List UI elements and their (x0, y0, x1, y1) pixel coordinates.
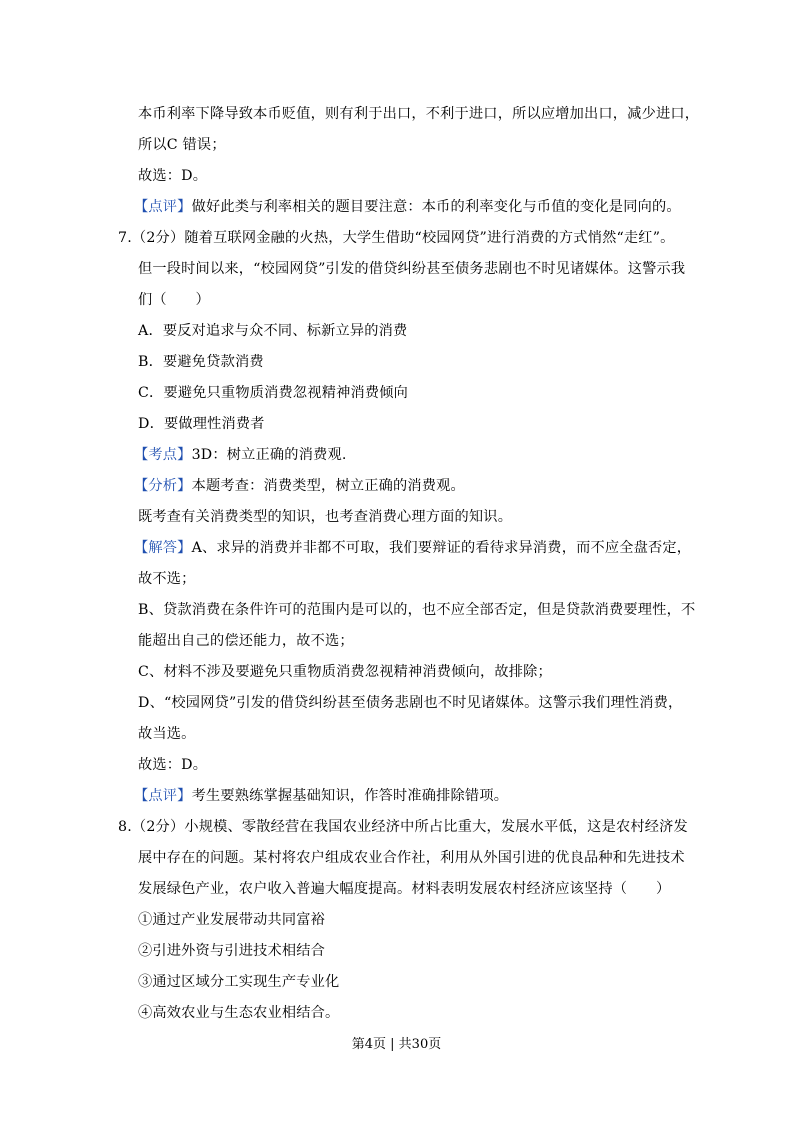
statement-1: ①通过产业发展带动共同富裕 (138, 912, 326, 928)
question-7-line: 们（ ） (138, 292, 210, 308)
analysis-text: 本题考查：消费类型，树立正确的消费观。 (191, 478, 465, 494)
answer-line (134, 539, 691, 557)
answer-line: B、贷款消费在条件许可的范围内是可以的，也不应全部否定，但是贷款消费要理性，不 (138, 602, 696, 618)
option-a: A．要反对追求与众不同、标新立异的消费 (138, 323, 408, 339)
comment-text: 考生要熟练掌握基础知识，作答时准确排除错项。 (191, 788, 509, 804)
answer-line: 故选：D。 (138, 757, 208, 773)
statement-4: ④高效农业与生态农业相结合。 (138, 1005, 340, 1021)
knowledge-point-text: 3D：树立正确的消费观. (191, 447, 347, 463)
option-b: B．要避免贷款消费 (138, 354, 264, 370)
knowledge-point-line (134, 446, 347, 464)
answer-line: 故不选； (138, 571, 196, 587)
question-7-line: 但一段时间以来，“校园网贷”引发的借贷纠纷甚至债务悲剧也不时见诸媒体。这警示我 (138, 261, 686, 277)
question-8-line: 发展绿色产业，农户收入普遍大幅度提高。材料表明发展农村经济应该坚持（ ） (138, 881, 671, 897)
answer-tag: 【解答】 (134, 540, 192, 556)
analysis-line (134, 477, 465, 495)
option-c: C．要避免只重物质消费忽视精神消费倾向 (138, 385, 409, 401)
review-text: 做好此类与利率相关的题目要注意：本币的利率变化与币值的变化是同向的。 (191, 199, 681, 215)
statement-2: ②引进外资与引进技术相结合 (138, 943, 326, 959)
option-d: D．要做理性消费者 (138, 416, 265, 432)
answer-line: C、材料不涉及要避免只重物质消费忽视精神消费倾向，故排除； (138, 664, 552, 680)
comment-line (134, 787, 508, 805)
statement-3: ③通过区域分工实现生产专业化 (138, 974, 340, 990)
question-8-line: 展中存在的问题。某村将农户组成农业合作社，利用从外国引进的优良品种和先进技术 (138, 850, 685, 866)
text-line: 所以C 错误； (138, 137, 226, 153)
answer-line: 能超出自己的偿还能力，故不选； (138, 633, 354, 649)
answer-line: 故当选。 (138, 726, 196, 742)
text-line: 故选：D。 (138, 168, 208, 184)
text-line: 本币利率下降导致本币贬值，则有利于出口，不利于进口，所以应增加出口，减少进口， (138, 106, 700, 122)
answer-text: A、求异的消费并非都不可取，我们要辩证的看待求异消费，而不应全盘否定， (191, 540, 692, 556)
analysis-tag: 【分析】 (134, 478, 192, 494)
knowledge-point-tag: 【考点】 (134, 447, 192, 463)
answer-line: D、“校园网贷”引发的借贷纠纷甚至债务悲剧也不时见诸媒体。这警示我们理性消费， (138, 695, 683, 711)
question-7-line: 7.（2分）随着互联网金融的火热，大学生借助“校园网贷”进行消费的方式悄然“走红”。 (118, 230, 675, 246)
review-line (134, 198, 681, 216)
analysis-line-2: 既考查有关消费类型的知识，也考查消费心理方面的知识。 (138, 509, 513, 525)
review-tag: 【点评】 (134, 199, 192, 215)
question-8-line: 8.（2分）小规模、零散经营在我国农业经济中所占比重大，发展水平低，这是农村经济发 (118, 819, 688, 835)
page-number-footer: 第4页 | 共30页 (351, 1037, 442, 1052)
comment-tag: 【点评】 (134, 788, 192, 804)
